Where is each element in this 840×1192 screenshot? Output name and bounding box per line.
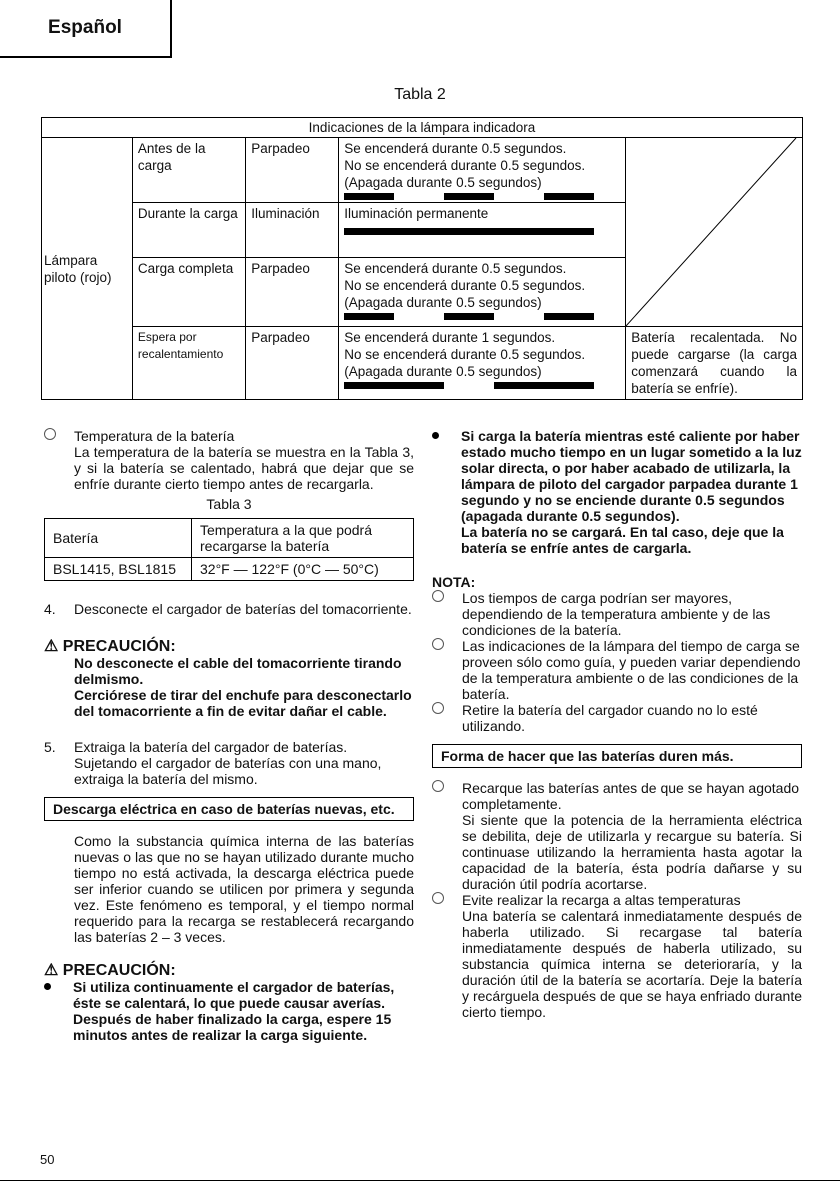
empty-diagonal-cell	[626, 138, 803, 327]
caution2-text: Si utiliza continuamente el cargador de baterías, éste se calentará, lo que puede causar averías. Después de haber finalizado la carga, espere 15 minutos antes de realizar la carga siguiente.	[73, 979, 395, 1043]
mode-cell: Parpadeo	[246, 258, 339, 327]
desc-line: Iluminación permanente	[344, 206, 489, 221]
life-tip-1-body: Si siente que la potencia de la herramienta eléctrica se debilita, deje de utilizarla y recargue su batería. Si continuase utilizando la herramienta hasta agotar la capacidad de la batería, ésta podría dañarse y su duración útil podría acortarse.	[462, 812, 802, 892]
table2-title: Tabla 2	[394, 86, 446, 103]
circle-bullet-icon	[432, 780, 444, 792]
desc-line: (Apagada durante 0.5 segundos)	[344, 364, 542, 379]
circle-bullet-icon	[44, 428, 56, 440]
state-cell: Carga completa	[132, 258, 245, 327]
blink-bars	[344, 313, 594, 320]
right-column	[432, 428, 802, 1020]
circle-bullet-icon	[432, 638, 444, 650]
warning-triangle-icon: ⚠	[44, 638, 59, 655]
desc-line: (Apagada durante 0.5 segundos)	[344, 295, 542, 310]
circle-bullet-icon	[432, 590, 444, 602]
mode-cell: Iluminación	[246, 203, 339, 258]
overheat-note: Batería recalentada. No puede cargarse (la carga comenzará cuando la batería se enfríe).	[626, 327, 803, 400]
life-tip-2-body: Una batería se calentará inmediatamente después de haberla utilizado. Si recargase tal batería inmediatamente después de haberla utilizado, su substancia química interna se deterioraría, y la duración útil de la batería se acortaría. Deje la batería y recárguela después de que se haya enfriado durante cierto tiempo.	[462, 908, 802, 1020]
desc-line: No se encenderá durante 0.5 segundos.	[344, 347, 586, 362]
desc-line: (Apagada durante 0.5 segundos)	[344, 175, 542, 190]
hot-battery-warning: Si carga la batería mientras esté caliente por haber estado mucho tiempo en un lugar sometido a la luz solar directa, o por haber acabado de utilizarla, la lámpara de piloto del cargador parpadea durante 1 segundo y no se enciende durante 0.5 segundos (apagada durante 0.5 segundos).	[461, 428, 802, 524]
temp-body: La temperatura de la batería se muestra en la Tabla 3, y si la batería se calentado, habrá que dejar que se enfríe durante cierto tiempo antes de recargarla.	[74, 444, 414, 492]
nota-title: NOTA:	[432, 574, 476, 590]
battery-life-box-heading: Forma de hacer que las baterías duren más.	[432, 744, 802, 768]
desc-line: Se encenderá durante 1 segundos.	[344, 330, 556, 345]
caution1-title: PRECAUCIÓN:	[62, 638, 176, 655]
step-number: 5.	[44, 739, 56, 755]
state-cell: Espera por recalentamiento	[132, 327, 245, 400]
desc-line: Se encenderá durante 0.5 segundos.	[344, 141, 567, 156]
nota-item: Los tiempos de carga podrían ser mayores, dependiendo de la temperatura ambiente y de las condiciones de la batería.	[462, 590, 771, 638]
state-cell: Antes de la carga	[132, 138, 245, 203]
language-tab: Español	[0, 0, 172, 58]
mode-cell: Parpadeo	[246, 138, 339, 203]
temp-title: Temperatura de la batería	[74, 428, 235, 444]
blink-bars	[344, 382, 594, 389]
life-tip-2: Evite realizar la recarga a altas temperaturas	[462, 892, 741, 908]
table3-title: Tabla 3	[206, 496, 252, 512]
life-tip-1: Recarque las baterías antes de que se hayan agotado completamente.	[462, 780, 800, 812]
desc-line: No se encenderá durante 0.5 segundos.	[344, 158, 586, 173]
bullet-icon	[44, 983, 51, 990]
desc-line: No se encenderá durante 0.5 segundos.	[344, 278, 586, 293]
circle-bullet-icon	[432, 702, 444, 714]
new-battery-text: Como la substancia química interna de las baterías nuevas o las que no se hayan utilizado durante mucho tiempo no está activada, la descarga eléctrica puede ser inferior cuando se utilicen por primera y segunda vez. Este fenómeno es temporal, y el tiempo normal requerido para la recarga se restablecerá recargando las baterías 2 – 3 veces.	[74, 833, 414, 945]
state-cell: Durante la carga	[132, 203, 245, 258]
bullet-icon	[432, 432, 439, 439]
new-battery-box-heading: Descarga eléctrica en caso de baterías nuevas, etc.	[44, 797, 414, 821]
blink-bars	[344, 193, 594, 200]
nota-item: Las indicaciones de la lámpara del tiempo de carga se proveen sólo como guía, y pueden variar dependiendo de la temperatura ambiente o de las condiciones de la batería.	[462, 638, 801, 702]
nota-item: Retire la batería del cargador cuando no lo esté utilizando.	[462, 702, 758, 734]
indicator-table	[41, 117, 803, 400]
step-number: 4.	[44, 601, 56, 617]
warning-triangle-icon: ⚠	[44, 962, 59, 979]
caution1-text-a: No desconecte el cable del tomacorriente tirando delmismo.	[74, 655, 402, 687]
step5-text: Extraiga la batería del cargador de baterías. Sujetando el cargador de baterías con una mano, extraiga la batería del mismo.	[74, 739, 382, 787]
circle-bullet-icon	[432, 892, 444, 904]
mode-cell: Parpadeo	[246, 327, 339, 400]
table3-header-battery: Batería	[45, 519, 192, 558]
table2-heading: Indicaciones de la lámpara indicadora	[42, 118, 803, 138]
caution1-text-b: Cerciórese de tirar del enchufe para desconectarlo del tomacorriente a fin de evitar dañar el cable.	[74, 687, 412, 719]
steady-bar	[344, 222, 620, 239]
hot-battery-warning-b: La batería no se cargará. En tal caso, deje que la batería se enfríe antes de cargarla.	[461, 524, 784, 556]
table3-temp-range: 32°F — 122°F (0°C — 50°C)	[192, 558, 414, 581]
pilot-lamp-label: Lámpara piloto (rojo)	[42, 138, 133, 400]
table3-header-temp: Temperatura a la que podrá recargarse la batería	[192, 519, 414, 558]
footer-rule	[0, 1180, 840, 1181]
left-column	[44, 428, 414, 1043]
page-number: 50	[40, 1152, 55, 1167]
step4-text: Desconecte el cargador de baterías del tomacorriente.	[74, 601, 412, 617]
battery-temp-table	[44, 518, 414, 581]
table3-battery-models: BSL1415, BSL1815	[45, 558, 192, 581]
caution2-title: PRECAUCIÓN:	[62, 962, 176, 979]
desc-line: Se encenderá durante 0.5 segundos.	[344, 261, 567, 276]
